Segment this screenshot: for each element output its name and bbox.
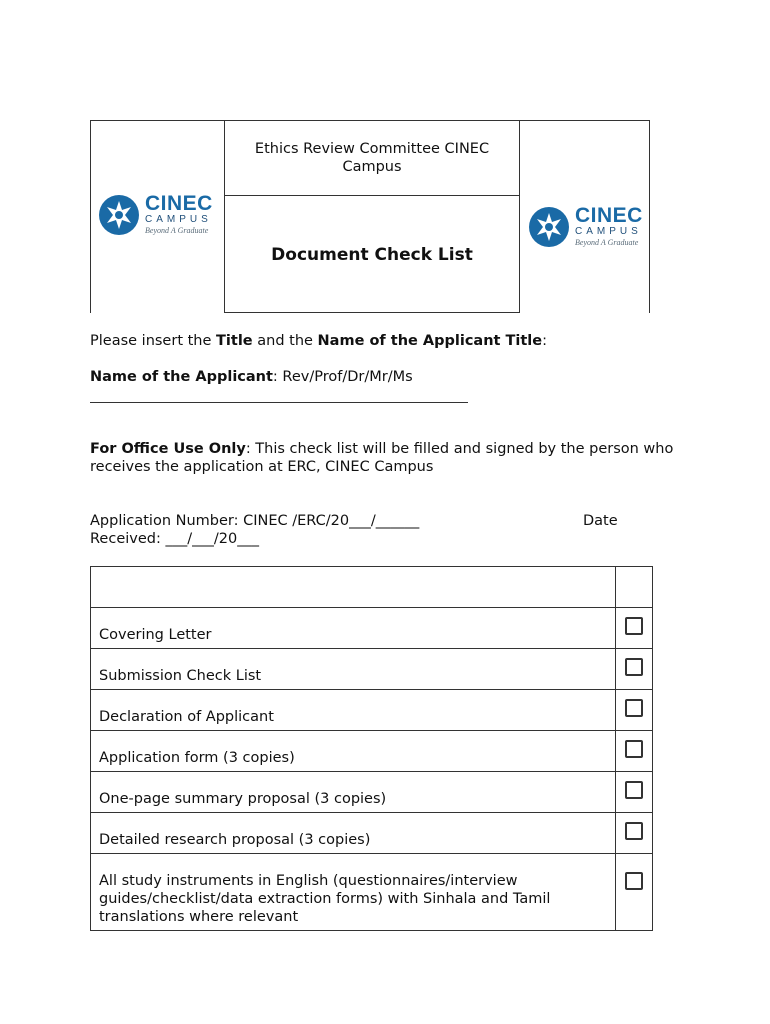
checklist-item-label: Declaration of Applicant — [91, 690, 616, 731]
checklist-item-label: All study instruments in English (questionnaires/interview guides/checklist/data extraction forms) with Sinhala and Tamil translations where relevant — [91, 854, 616, 931]
checkbox[interactable] — [625, 740, 643, 758]
logo-name: CINEC — [575, 204, 643, 227]
instruction-bold-title: Title — [216, 333, 253, 349]
applicant-name-blank[interactable] — [90, 402, 468, 403]
checkbox[interactable] — [625, 781, 643, 799]
office-use-text: : This check list will be filled and signed by the person who receives the application at ERC, CINEC Campus — [90, 441, 674, 475]
header-box-cell — [616, 567, 653, 608]
checkbox-cell — [616, 772, 653, 813]
table-header-row — [91, 567, 653, 608]
checklist-item-label: Covering Letter — [91, 608, 616, 649]
table-row — [91, 690, 653, 731]
checkbox-cell — [616, 731, 653, 772]
checklist-item-label: Submission Check List — [91, 649, 616, 690]
checkbox[interactable] — [625, 617, 643, 635]
application-number-row — [90, 512, 630, 548]
checkbox-cell — [616, 854, 653, 931]
applicant-name-label: Name of the Applicant — [90, 369, 273, 385]
instruction-text: Please insert the — [90, 333, 217, 349]
logo-sub: CAMPUS — [145, 214, 212, 225]
logo-sub: CAMPUS — [575, 226, 642, 237]
document-title: Document Check List — [271, 244, 473, 265]
checkbox[interactable] — [625, 872, 643, 890]
table-row — [91, 608, 653, 649]
checkbox[interactable] — [625, 699, 643, 717]
application-number: Application Number: CINEC /ERC/20___/______ — [90, 513, 420, 529]
table-row — [91, 731, 653, 772]
header-center-column — [224, 120, 520, 313]
logo-tagline: Beyond A Graduate — [575, 238, 639, 247]
date-label: Date — [583, 513, 618, 529]
header-box — [90, 120, 650, 313]
table-row — [91, 649, 653, 690]
instruction-bold-applicant: Name of the Applicant Title — [317, 333, 543, 349]
document-checklist-table — [90, 566, 653, 931]
checkbox-cell — [616, 608, 653, 649]
checkbox[interactable] — [625, 822, 643, 840]
checklist-item-label: Application form (3 copies) — [91, 731, 616, 772]
cinec-star-icon — [97, 193, 141, 237]
title-instruction — [90, 332, 547, 350]
received-date: Received: ___/___/20___ — [90, 531, 259, 547]
checkbox[interactable] — [625, 658, 643, 676]
checkbox-cell — [616, 649, 653, 690]
logo-tagline: Beyond A Graduate — [145, 226, 209, 235]
checklist-item-label: Detailed research proposal (3 copies) — [91, 813, 616, 854]
checkbox-cell — [616, 690, 653, 731]
instruction-text: and the — [252, 333, 318, 349]
table-row — [91, 854, 653, 931]
instruction-text: : — [542, 333, 548, 349]
logo-name: CINEC — [145, 192, 213, 215]
header-cell — [91, 567, 616, 608]
office-use-label: For Office Use Only — [90, 441, 246, 457]
applicant-title-options: : Rev/Prof/Dr/Mr/Ms — [272, 369, 413, 385]
applicant-name-line — [90, 368, 413, 386]
cinec-logo-left — [97, 193, 213, 237]
table-row — [91, 772, 653, 813]
office-use-note — [90, 440, 680, 476]
checklist-item-label: One-page summary proposal (3 copies) — [91, 772, 616, 813]
committee-name: Ethics Review Committee CINEC Campus — [225, 121, 519, 196]
cinec-star-icon — [527, 205, 571, 249]
cinec-logo-right — [527, 205, 643, 249]
table-row — [91, 813, 653, 854]
checkbox-cell — [616, 813, 653, 854]
